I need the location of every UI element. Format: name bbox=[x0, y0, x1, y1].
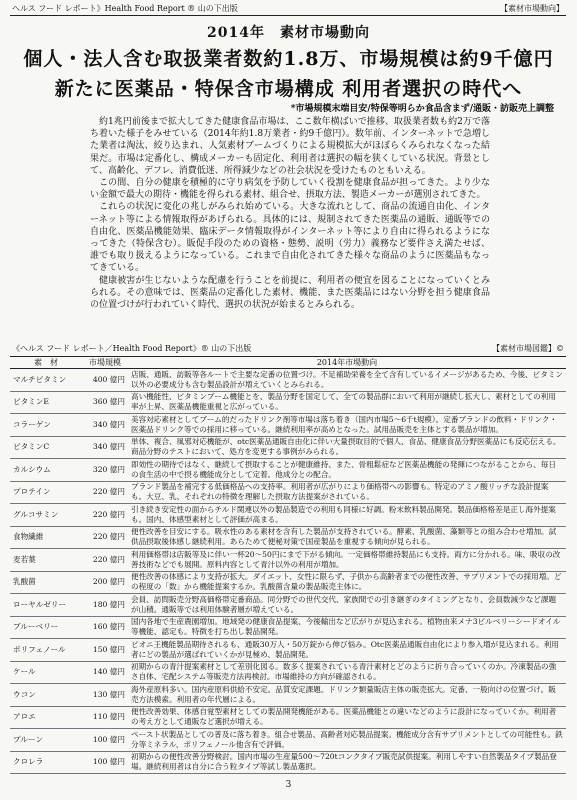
market-size-cell: 110 億円 bbox=[82, 706, 128, 729]
trend-cell: 即効性の期待ではなく、継続して摂取することが健康維持、また、骨粗鬆症など医薬品機能の発揮につながることから、毎日の食生活の中で摂る機能成分として定着。他成分との配合。 bbox=[128, 459, 566, 482]
material-cell: ケール bbox=[10, 661, 82, 684]
market-size-cell: 200 億円 bbox=[82, 571, 128, 594]
paragraph: この間、自分の健康を積極的に守り病気を予防していく役割を健康食品が担ってきた。より少ない金額で最大の期待・機能を得られる素材、組合せ、摂取方法、製造メーカーが選別されてきた。 bbox=[90, 178, 490, 201]
table-header-row bbox=[10, 357, 566, 369]
market-size-cell: 100 億円 bbox=[82, 729, 128, 752]
running-header bbox=[10, 3, 566, 16]
paragraph: 約1兆円前後まで拡大してきた健康食品市場は、ここ数年横ばいで推移、取扱業者数も約2万で落ち着いた様子をみせている（2014年約1.8万業者・約9千億円）。数年前、インターネットで急増した業者は淘汰、絞り込まれ、人気素材ブームづくりによる規模拡大がほぼらくみられなくなった結果だ。市場は定番化し、構成メーカーも固定化、利用者は選択の幅を狭くしている状況。背景として、高齢化、デフレ、消費低迷、所得減少などの社会状況を受けたものともいえる。 bbox=[90, 117, 490, 176]
table-row bbox=[10, 504, 566, 527]
header-left: ヘルス フード レポート》Health Food Report ® 山の下出版 bbox=[12, 4, 238, 13]
material-cell: ポリフェノール bbox=[10, 639, 82, 662]
article-body bbox=[90, 116, 490, 338]
table-row bbox=[10, 481, 566, 504]
paragraph: これらの状況に変化の兆しがみられ始めている。大きな流れとして、商品の流通自由化、インターネット等による情報取得があげられる。具体的には、規制されてきた医薬品の通販、通販等での自由化、医薬品機能効果、臨床データ情報取得がインターネット等により自由に得られるようになってきた（特保含む）。販促手段のための資格・態勢、説明（労力）義務など要件さえ満たせば、誰でも取り扱えるようになっている。これまで自由化されてきた様々な商品のように医薬品もなってきている。 bbox=[90, 202, 490, 274]
trend-cell: 便性改善の体感により支持が拡大。ダイエット、女性に限らず、子供から高齢者までの便性改善、サプリメントでの採用増。どの程度の「数」から機能提案するか。乳酸菌含量の製品販売主体に。 bbox=[128, 571, 566, 594]
material-cell: ブルーベリー bbox=[10, 616, 82, 639]
material-cell: 乳酸菌 bbox=[10, 571, 82, 594]
trend-cell: 海外産原料多い。国内産原料供給不安定。品質安定課題。ドリンク類量販店主体の販売拡大。定番、一般向けの位置づけ。販売方法模索。利用者の年代層による。 bbox=[128, 684, 566, 707]
trend-cell: 利用価格帯は店販等及に伴い一杯20〜50円にまで下がる傾向。一定価格帯維持製品にも支持。両方に分かれる。味、吸収の改善技術などでも展開。原料内容として青汁以外の利用が増加。 bbox=[128, 549, 566, 572]
footer-right: 【素材市場図鑑】© bbox=[492, 344, 564, 353]
subtitle-note: *市場規模末端目安/特保等明らか食品含まず/通販・訪販売上調整 bbox=[290, 104, 554, 114]
table-row bbox=[10, 526, 566, 549]
footer-left: 《ヘルス フード レポート／Health Food Report》® 山の下出版 bbox=[12, 344, 252, 353]
market-size-cell: 400 億円 bbox=[82, 369, 128, 392]
table-row bbox=[10, 684, 566, 707]
trend-cell: ブランド製品を補完する低価格品への支持率。利用者が広がりにより価格帯への影響も。特定のアミノ酸リッチな設計提案も。大豆、乳、それぞれの特徴を理解した摂取方法提案がされている。 bbox=[128, 481, 566, 504]
market-size-cell: 100 億円 bbox=[82, 751, 128, 774]
material-cell: コラーゲン bbox=[10, 414, 82, 437]
page-title: 2014年 素材市場動向 bbox=[207, 25, 370, 41]
paragraph: 健康被害が生じないような配慮を行うことを前提に、利用者の便宜を図ることになっていくとみられる。その意味では、医薬品の定番化した素材、機能、また医薬品にはない分野を担う健康食品の位置づけが行われていく時代、選択の状況が始まるとみられる。 bbox=[90, 275, 490, 311]
market-size-cell: 130 億円 bbox=[82, 684, 128, 707]
material-cell: アロエ bbox=[10, 706, 82, 729]
material-cell: ウコン bbox=[10, 684, 82, 707]
material-cell: クロレラ bbox=[10, 751, 82, 774]
market-size-cell: 360 億円 bbox=[82, 391, 128, 414]
material-cell: 麦若葉 bbox=[10, 549, 82, 572]
trend-cell: ピオニ王機能製品期待されるも、通販30万人・50万錠から伸び悩み。Otc医薬品通販自由化により参入増が見込まれる。利用者にどの製品が選ばれていくかが見極め、製品開発。 bbox=[128, 639, 566, 662]
table-row bbox=[10, 751, 566, 774]
column-header-trend: 2014年市場動向 bbox=[128, 357, 566, 369]
trend-cell: 高い機能性、ビタミンブーム機能とを、製品分野を国定して、全ての製品群において利用が継続し拡大し、素材としての利用率が上昇、医薬品機能重視と広がっている。 bbox=[128, 391, 566, 414]
table-row bbox=[10, 549, 566, 572]
market-table bbox=[10, 356, 566, 774]
trend-cell: 単体、複合、風邪対応機能が、otc医薬品通販自由化に伴い大量摂取目的で個人、食品、健康食品分野医薬品にも反応伝える。商品分野のテストにおいて、処方を変更する事例がみられる。 bbox=[128, 436, 566, 459]
table-row bbox=[10, 639, 566, 662]
market-size-cell: 340 億円 bbox=[82, 414, 128, 437]
table-row bbox=[10, 459, 566, 482]
market-size-cell: 220 億円 bbox=[82, 481, 128, 504]
table-row bbox=[10, 594, 566, 617]
market-size-cell: 150 億円 bbox=[82, 639, 128, 662]
trend-cell: 初期からの便性改善分野検討。国内市場の生産量500〜720tコンクタイプ販売試供提案。利用しやすい自然製品タイプ製品登場。継続利用者は自分に合う粒タイプ等試し製品選択。 bbox=[128, 751, 566, 774]
trend-cell: 会員、訪問販売分野高価格帯定番商品。同分野での世代交代、家族間での引き継ぎのタイミングとなり、会員数減少など課題が山積。通販等では利用体験者層が増えている。 bbox=[128, 594, 566, 617]
trend-cell: 引き続き安定性の面からチルド関連以外の製品製造での利用も同様に好調。粉末飲料製品開発。製品価格格差是正し海外提案も。国内、体感型素材として評価が高まる。 bbox=[128, 504, 566, 527]
table-row bbox=[10, 391, 566, 414]
trend-cell: 便性改善効果、体感自覚型素材としての製品開発機能がある。医薬品機能との違いなどのように設計になっていくか。利用者の考え方として通販など選択が増える。 bbox=[128, 706, 566, 729]
headline-secondary: 新たに医薬品・特保含市場構成 利用者選択の時代へ bbox=[54, 78, 523, 100]
market-size-cell: 320 億円 bbox=[82, 459, 128, 482]
market-size-cell: 180 億円 bbox=[82, 594, 128, 617]
trend-cell: 美容対応素材としてブーム的だったドリンク剤等市場は落ち着き（国内市場5〜6千t規模）。定番ブランドの飲料・ドリンク・医薬品ドリンク等での採用に移っている。継続利用率が高めとなった。試用品販売を主体とする製品が増加。 bbox=[128, 414, 566, 437]
market-size-cell: 160 億円 bbox=[82, 616, 128, 639]
table-row bbox=[10, 706, 566, 729]
table-row bbox=[10, 729, 566, 752]
table-row bbox=[10, 369, 566, 392]
material-cell: ビタミンE bbox=[10, 391, 82, 414]
material-cell: グルコサミン bbox=[10, 504, 82, 527]
market-size-cell: 220 億円 bbox=[82, 526, 128, 549]
material-cell: カルシウム bbox=[10, 459, 82, 482]
material-cell: プルーン bbox=[10, 729, 82, 752]
page-number: 3 bbox=[285, 780, 292, 790]
material-cell: マルチビタミン bbox=[10, 369, 82, 392]
trend-cell: ペースト状製品としての普及に落ち着き。組合せ製品、高齢者対応製品提案。機能成分含有サプリメントとしての可能性も。鉄分等ミネラル、ポリフェノール他含有で評価。 bbox=[128, 729, 566, 752]
table-body bbox=[10, 369, 566, 774]
trend-cell: 初期からの青汁提案素材として差別化図る。数多く提案されている青汁素材とどのように折り合っていくのか。冷凍製品の強さ自体、宅配システム等販売方法再検討。市場維持の方向が確認される。 bbox=[128, 661, 566, 684]
market-size-cell: 340 億円 bbox=[82, 436, 128, 459]
headline-primary: 個人・法人含む取扱業者数約1.8万、市場規模は約9千億円 bbox=[23, 48, 554, 70]
section-footer bbox=[10, 343, 566, 354]
market-size-cell: 220 億円 bbox=[82, 549, 128, 572]
table-row bbox=[10, 414, 566, 437]
table-row bbox=[10, 571, 566, 594]
material-cell: ビタミンC bbox=[10, 436, 82, 459]
trend-cell: 便性改善を目安にする。吸水性のある素材を含有した製品が支持されている。酵素、乳酸菌、藻類等との組み合わせ増加。試供品摂取後体感し継続利用。あらためて便秘対策で国産製品を重視する傾向が見られる。 bbox=[128, 526, 566, 549]
header-right: 【素材市場動向】 bbox=[500, 4, 564, 13]
table-row bbox=[10, 661, 566, 684]
market-size-cell: 140 億円 bbox=[82, 661, 128, 684]
material-cell: ローヤルゼリー bbox=[10, 594, 82, 617]
material-cell: プロテイン bbox=[10, 481, 82, 504]
market-size-cell: 220 億円 bbox=[82, 504, 128, 527]
table-row bbox=[10, 436, 566, 459]
trend-cell: 国内各地で生産農園増加。地域発の健康食品提案、今後輸出など広がりが見込まれる。植物由来メナ3ビルベリーシードオイル等機能、認定も。特徴を打ち出し製品開発。 bbox=[128, 616, 566, 639]
table-row bbox=[10, 616, 566, 639]
column-header-market-size: 市場規模 bbox=[82, 357, 128, 369]
trend-cell: 店販、通販、訪販等各ルートで主要な定番の位置づけ。不足補助栄養を全て含有しているイメージがあるため、今後、ビタミン以外の必要成分も含む製品設計が増えていくとみられる。 bbox=[128, 369, 566, 392]
material-cell: 食物繊維 bbox=[10, 526, 82, 549]
column-header-material: 素 材 bbox=[10, 357, 82, 369]
